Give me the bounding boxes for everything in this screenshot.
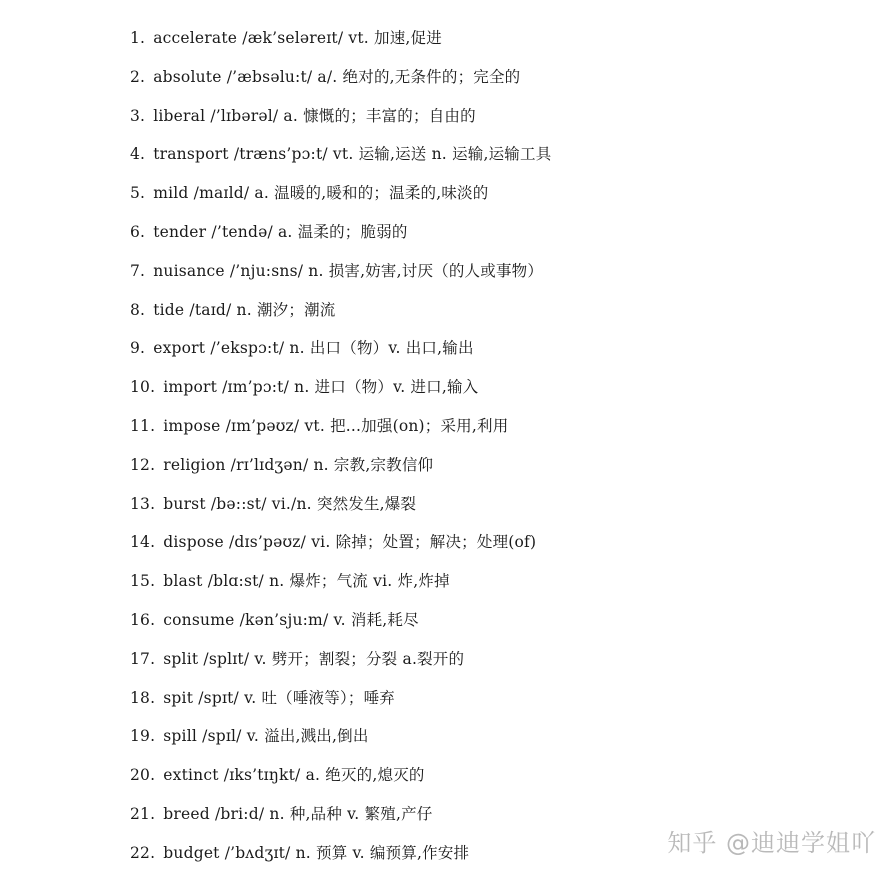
item-number: 14. bbox=[130, 533, 156, 552]
list-item bbox=[130, 802, 551, 841]
list-item bbox=[130, 530, 551, 569]
item-text: absolute /’æbsəlu:t/ a/. 绝对的,无条件的；完全的 bbox=[153, 67, 521, 86]
list-item bbox=[130, 453, 551, 492]
item-number: 16. bbox=[130, 610, 156, 629]
list-item bbox=[130, 841, 551, 880]
item-number: 21. bbox=[130, 804, 156, 823]
item-number: 3. bbox=[130, 106, 146, 125]
item-number: 19. bbox=[130, 727, 156, 746]
item-text: religion /rɪ’lɪdʒən/ n. 宗教,宗教信仰 bbox=[163, 455, 434, 474]
item-text: spill /spɪl/ v. 溢出,溅出,倒出 bbox=[163, 727, 369, 746]
list-item bbox=[130, 492, 551, 531]
item-number: 22. bbox=[130, 843, 156, 862]
list-item bbox=[130, 375, 551, 414]
item-text: liberal /’lɪbərəl/ a. 慷慨的；丰富的；自由的 bbox=[153, 106, 476, 125]
list-item bbox=[130, 298, 551, 337]
watermark: 知乎 @迪迪学姐吖 bbox=[667, 829, 876, 857]
list-item bbox=[130, 608, 551, 647]
item-number: 8. bbox=[130, 300, 146, 319]
item-text: blast /blɑ:st/ n. 爆炸；气流 vi. 炸,炸掉 bbox=[163, 572, 450, 591]
item-number: 13. bbox=[130, 494, 156, 513]
item-text: tide /taɪd/ n. 潮汐；潮流 bbox=[153, 300, 336, 319]
list-item bbox=[130, 104, 551, 143]
item-text: spit /spɪt/ v. 吐（唾液等）；唾弃 bbox=[163, 688, 396, 707]
item-number: 1. bbox=[130, 29, 146, 47]
list-item bbox=[130, 181, 551, 220]
item-number: 10. bbox=[130, 378, 156, 397]
list-item bbox=[130, 220, 551, 259]
list-item bbox=[130, 259, 551, 298]
item-text: nuisance /’nju:sns/ n. 损害,妨害,讨厌（的人或事物） bbox=[153, 261, 544, 280]
item-text: split /splɪt/ v. 劈开；割裂；分裂 a.裂开的 bbox=[163, 649, 465, 668]
item-text: mild /maɪld/ a. 温暖的,暖和的；温柔的,味淡的 bbox=[153, 184, 489, 203]
item-text: consume /kən’sju:m/ v. 消耗,耗尽 bbox=[163, 610, 419, 629]
item-text: budget /’bʌdʒɪt/ n. 预算 v. 编预算,作安排 bbox=[163, 843, 470, 862]
item-text: breed /bri:d/ n. 种,品种 v. 繁殖,产仔 bbox=[163, 804, 433, 823]
item-number: 7. bbox=[130, 261, 146, 280]
item-number: 18. bbox=[130, 688, 156, 707]
item-text: impose /ɪm’pəʊz/ vt. 把...加强(on)；采用,利用 bbox=[163, 416, 509, 435]
item-text: import /ɪm’pɔ:t/ n. 进口（物）v. 进口,输入 bbox=[163, 378, 479, 397]
item-text: export /’ekspɔ:t/ n. 出口（物）v. 出口,输出 bbox=[153, 339, 474, 358]
list-item bbox=[130, 724, 551, 763]
list-item bbox=[130, 336, 551, 375]
list-item bbox=[130, 686, 551, 725]
list-item bbox=[130, 65, 551, 104]
list-item bbox=[130, 763, 551, 802]
item-number: 12. bbox=[130, 455, 156, 474]
item-number: 5. bbox=[130, 184, 146, 203]
list-item bbox=[130, 414, 551, 453]
item-text: transport /træns’pɔ:t/ vt. 运输,运送 n. 运输,运输工具 bbox=[153, 145, 552, 164]
item-text: tender /’tendə/ a. 温柔的；脆弱的 bbox=[153, 222, 408, 241]
item-text: extinct /ɪks’tɪŋkt/ a. 绝灭的,熄灭的 bbox=[163, 766, 425, 785]
list-item bbox=[130, 142, 551, 181]
item-text: burst /bə::st/ vi./n. 突然发生,爆裂 bbox=[163, 494, 417, 513]
item-text: accelerate /æk’seləreɪt/ vt. 加速,促进 bbox=[153, 29, 442, 47]
list-item bbox=[130, 26, 551, 65]
item-number: 6. bbox=[130, 222, 146, 241]
item-text: dispose /dɪs’pəʊz/ vi. 除掉；处置；解决；处理(of) bbox=[163, 533, 537, 552]
item-number: 9. bbox=[130, 339, 146, 358]
item-number: 2. bbox=[130, 67, 146, 86]
item-number: 17. bbox=[130, 649, 156, 668]
list-item bbox=[130, 647, 551, 686]
list-item bbox=[130, 569, 551, 608]
vocabulary-list bbox=[130, 26, 551, 880]
item-number: 20. bbox=[130, 766, 156, 785]
item-number: 4. bbox=[130, 145, 146, 164]
item-number: 15. bbox=[130, 572, 156, 591]
item-number: 11. bbox=[130, 416, 156, 435]
